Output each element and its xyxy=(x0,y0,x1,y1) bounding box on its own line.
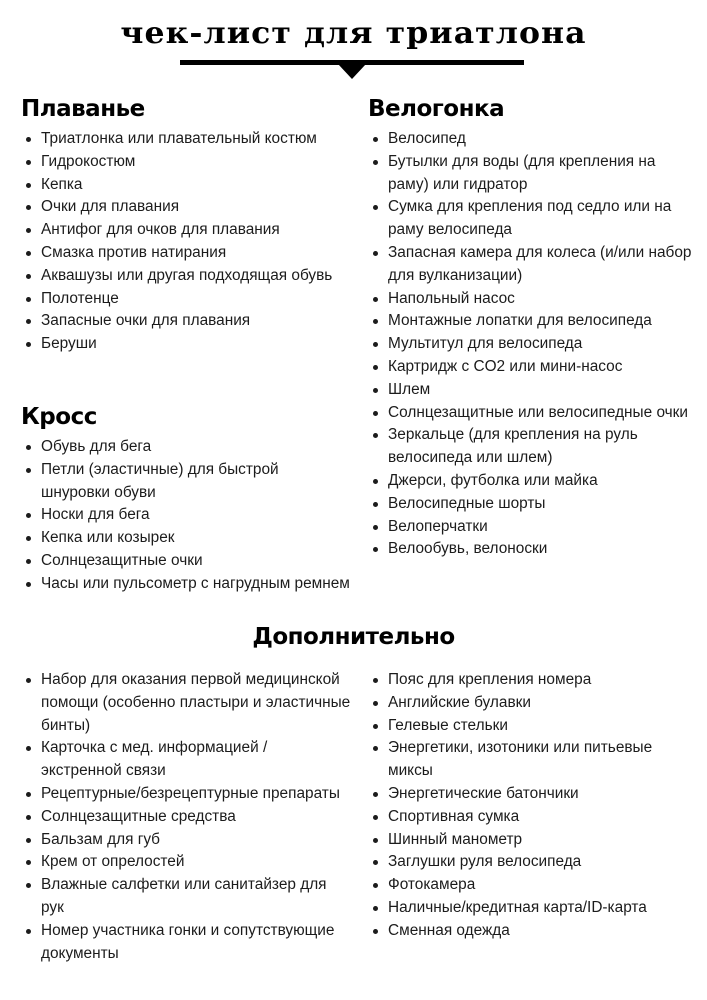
section-heading-extra: Дополнительно xyxy=(252,624,455,650)
list-item: Кепка xyxy=(21,174,351,197)
section-swim xyxy=(21,94,351,356)
list-item: Номер участника гонки и сопутствующие документы xyxy=(21,920,351,966)
list-item: Обувь для бега xyxy=(21,436,351,459)
list-item: Велообувь, велоноски xyxy=(368,538,698,561)
list-item: Энергетики, изотоники или питьевые миксы xyxy=(368,737,698,783)
section-heading-bike: Велогонка xyxy=(368,96,505,122)
list-item: Смазка против натирания xyxy=(21,242,351,265)
list-item: Антифог для очков для плавания xyxy=(21,219,351,242)
section-bike xyxy=(368,94,698,561)
list-item: Карточка с мед. информацией / экстренной связи xyxy=(21,737,351,783)
section-run xyxy=(21,402,351,596)
section-heading-swim: Плаванье xyxy=(21,96,145,122)
list-item: Очки для плавания xyxy=(21,196,351,219)
list-item: Влажные салфетки или санитайзер для рук xyxy=(21,874,351,920)
list-item: Солнцезащитные средства xyxy=(21,806,351,829)
list-item: Бальзам для губ xyxy=(21,829,351,852)
section-extra-left xyxy=(21,669,351,965)
list-item: Велосипед xyxy=(368,128,698,151)
list-item: Гелевые стельки xyxy=(368,715,698,738)
list-item: Зеркальце (для крепления на руль велосипеда или шлем) xyxy=(368,424,698,470)
list-item: Запасные очки для плавания xyxy=(21,310,351,333)
list-item: Аквашузы или другая подходящая обувь xyxy=(21,265,351,288)
section-heading-run: Кросс xyxy=(21,404,97,430)
list-item: Бутылки для воды (для крепления на раму) или гидратор xyxy=(368,151,698,197)
list-item: Запасная камера для колеса (и/или набор для вулканизации) xyxy=(368,242,698,288)
list-item: Заглушки руля велосипеда xyxy=(368,851,698,874)
list-item: Джерси, футболка или майка xyxy=(368,470,698,493)
list-item: Крем от опрелостей xyxy=(21,851,351,874)
list-item: Набор для оказания первой медицинской помощи (особенно пластыри и эластичные бинты) xyxy=(21,669,351,737)
section-extra-right xyxy=(368,669,698,943)
list-item: Спортивная сумка xyxy=(368,806,698,829)
list-item: Мультитул для велосипеда xyxy=(368,333,698,356)
list-item: Велоперчатки xyxy=(368,516,698,539)
list-item: Пояс для крепления номера xyxy=(368,669,698,692)
list-item: Рецептурные/безрецептурные препараты xyxy=(21,783,351,806)
checklist-swim xyxy=(21,128,351,356)
list-item: Напольный насос xyxy=(368,288,698,311)
checklist-bike xyxy=(368,128,698,561)
list-item: Сменная одежда xyxy=(368,920,698,943)
list-item: Солнцезащитные очки xyxy=(21,550,351,573)
list-item: Носки для бега xyxy=(21,504,351,527)
checklist-extra-left xyxy=(21,669,351,965)
list-item: Энергетические батончики xyxy=(368,783,698,806)
list-item: Гидрокостюм xyxy=(21,151,351,174)
list-item: Солнцезащитные или велосипедные очки xyxy=(368,402,698,425)
list-item: Английские булавки xyxy=(368,692,698,715)
list-item: Сумка для крепления под седло или на раму велосипеда xyxy=(368,196,698,242)
list-item: Шинный манометр xyxy=(368,829,698,852)
list-item: Велосипедные шорты xyxy=(368,493,698,516)
list-item: Часы или пульсометр с нагрудным ремнем xyxy=(21,573,351,596)
page-title: чек-лист для триатлона xyxy=(120,16,587,51)
list-item: Петли (эластичные) для быстрой шнуровки обуви xyxy=(21,459,351,505)
checklist-extra-right xyxy=(368,669,698,943)
list-item: Полотенце xyxy=(21,288,351,311)
down-arrow-icon xyxy=(338,64,366,79)
list-item: Кепка или козырек xyxy=(21,527,351,550)
list-item: Триатлонка или плавательный костюм xyxy=(21,128,351,151)
list-item: Шлем xyxy=(368,379,698,402)
list-item: Наличные/кредитная карта/ID-карта xyxy=(368,897,698,920)
list-item: Монтажные лопатки для велосипеда xyxy=(368,310,698,333)
list-item: Фотокамера xyxy=(368,874,698,897)
checklist-run xyxy=(21,436,351,596)
list-item: Беруши xyxy=(21,333,351,356)
list-item: Картридж с CO2 или мини-насос xyxy=(368,356,698,379)
